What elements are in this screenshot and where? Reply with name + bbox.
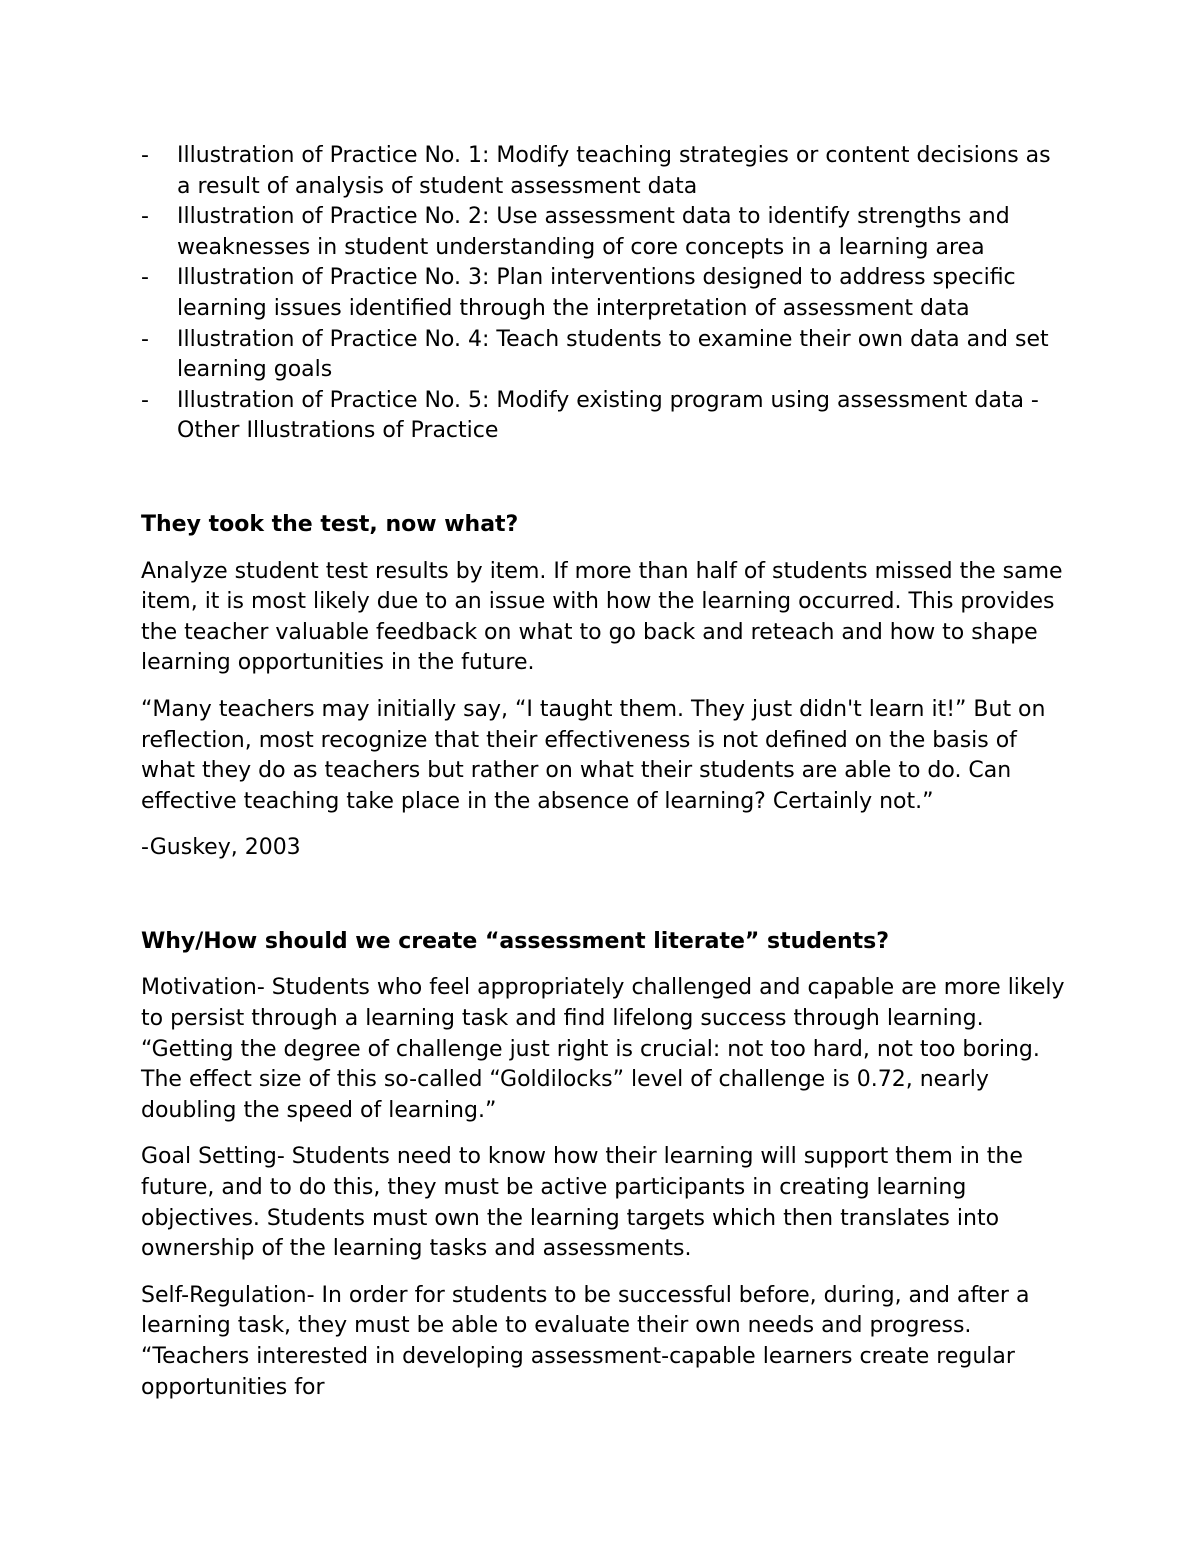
list-item-text: Illustration of Practice No. 3: Plan interventions designed to address specific learning issues identified through the interpretation of assessment data xyxy=(177,265,1016,321)
analyze-paragraph: Analyze student test results by item. If more than half of students missed the same item, it is most likely due to an issue with how the learning occurred. This provides the teacher valuable feedback on what to go back and reteach and how to shape learning opportunities in the future. xyxy=(141,558,1063,676)
practice-list xyxy=(141,141,1071,447)
self-regulation-paragraph: Self-Regulation- In order for students to be successful before, during, and after a learning task, they must be able to evaluate their own needs and progress. “Teachers interested in developing assessment-capable learners create regular opportunities for xyxy=(141,1282,1030,1400)
list-dash: - xyxy=(141,265,149,291)
list-item xyxy=(141,386,1071,447)
list-dash: - xyxy=(141,204,149,230)
list-item xyxy=(141,141,1071,202)
list-item xyxy=(141,263,1071,324)
list-item-text: Illustration of Practice No. 2: Use assessment data to identify strengths and weaknesses in student understanding of core concepts in a learning area xyxy=(177,204,1010,260)
goal-setting-paragraph: Goal Setting- Students need to know how their learning will support them in the future, and to do this, they must be active participants in creating learning objectives. Students must own the learning targets which then translates into ownership of the learning tasks and assessments. xyxy=(141,1144,1023,1262)
quote-attribution: -Guskey, 2003 xyxy=(141,835,301,861)
section-heading-test: They took the test, now what? xyxy=(141,511,519,537)
guskey-quote: “Many teachers may initially say, “I taught them. They just didn't learn it!” But on reflection, most recognize that their effectiveness is not defined on the basis of what they do as teachers but rather on what their students are able to do. Can effective teaching take place in the absence of learning? Certainly not.” xyxy=(141,696,1046,814)
list-item-text: Illustration of Practice No. 1: Modify teaching strategies or content decisions as a result of analysis of student assessment data xyxy=(177,143,1051,199)
section-heading-assessment-literate: Why/How should we create “assessment literate” students? xyxy=(141,928,889,954)
list-item xyxy=(141,202,1071,263)
list-dash: - xyxy=(141,387,149,413)
list-item-text: Illustration of Practice No. 4: Teach students to examine their own data and set learning goals xyxy=(177,326,1049,383)
list-dash: - xyxy=(141,326,149,352)
list-dash: - xyxy=(141,143,149,168)
list-item xyxy=(141,325,1071,386)
list-item-text: Illustration of Practice No. 5: Modify existing program using assessment data - Other Illustrations of Practice xyxy=(177,387,1039,444)
document-body xyxy=(141,141,1071,1419)
motivation-paragraph: Motivation- Students who feel appropriately challenged and capable are more likely to persist through a learning task and find lifelong success through learning. “Getting the degree of challenge just right is crucial: not too hard, not too boring. The effect size of this so-called “Goldilocks” level of challenge is 0.72, nearly doubling the speed of learning.” xyxy=(141,975,1065,1123)
